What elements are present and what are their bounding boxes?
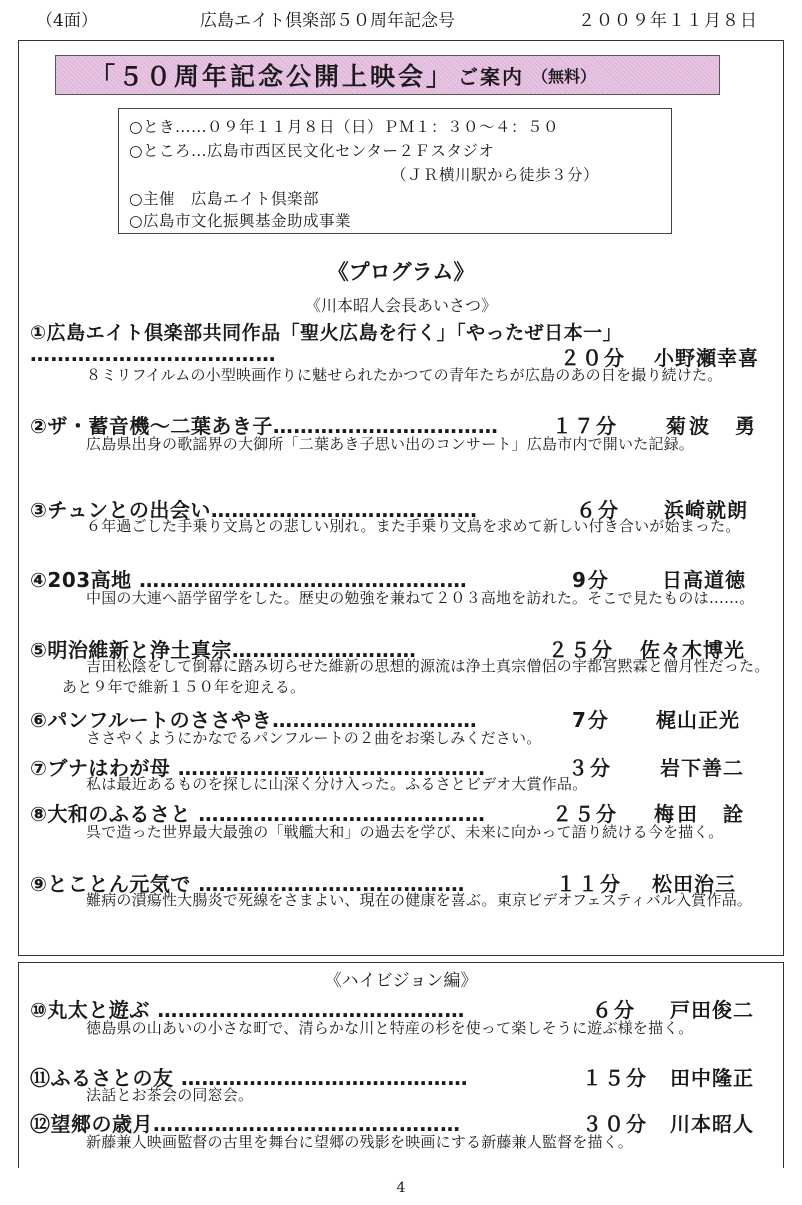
event-time: ○とき……０９年１１月８日（日）ＰＭ１：３０～４：５０ xyxy=(129,118,560,136)
program-author-9: 松田治三 xyxy=(652,872,736,896)
program-author-2: 菊波 勇 xyxy=(666,414,758,438)
program-duration-9: １１分 xyxy=(556,872,622,896)
hivision-author-12: 川本昭人 xyxy=(670,1112,754,1136)
program-duration-5: ２５分 xyxy=(548,638,614,662)
hivision-duration-10: ６分 xyxy=(592,998,636,1022)
event-grant: ○広島市文化振興基金助成事業 xyxy=(129,212,352,230)
hivision-title-12: ⑫望郷の歳月……………………………………… xyxy=(30,1112,461,1136)
program-author-6: 梶山正光 xyxy=(656,708,740,732)
banner-guide: ご案内 xyxy=(458,64,525,89)
hivision-author-10: 戸田俊二 xyxy=(670,998,754,1022)
banner-main: 「５０周年記念公開上映会」 xyxy=(90,62,455,91)
hivision-author-11: 田中隆正 xyxy=(670,1066,754,1090)
page-number: 4 xyxy=(396,1180,406,1196)
program-title-3: ③チュンとの出会い………………………………… xyxy=(30,498,478,522)
program-title-6: ⑥パンフルートのささやき………………………… xyxy=(30,708,478,732)
program-author-3: 浜崎就朗 xyxy=(664,498,748,522)
program-duration-6: 7分 xyxy=(572,708,610,732)
program-title-8: ⑧大和のふるさと …………………………………… xyxy=(30,802,486,826)
program-author-5: 佐々木博光 xyxy=(640,638,745,662)
program-author-7: 岩下善二 xyxy=(660,756,744,780)
program-dots-1: ……………………………… xyxy=(30,342,276,366)
issue-date: ２００９年１１月８日 xyxy=(578,11,758,31)
program-duration-1: ２０分 xyxy=(560,346,626,370)
program-desc-4: 中国の大連へ語学留学をした。歴史の勉強を兼ねて２０３高地を訪れた。そこで見たものは……。 xyxy=(86,589,755,607)
event-organizer: ○主催 広島エイト倶楽部 xyxy=(129,190,320,208)
program-author-1: 小野瀬幸喜 xyxy=(654,346,759,370)
program-title-9: ⑨とことん元気で ………………………………… xyxy=(30,872,465,896)
hivision-title-10: ⑩丸太と遊ぶ ……………………………………… xyxy=(30,998,465,1022)
banner-free: （無料） xyxy=(532,66,597,86)
program-desc-1: ８ミリフイルムの小型映画作りに魅せられたかつての青年たちが広島のあの日を撮り続けた。 xyxy=(86,366,723,384)
page-label: （4面） xyxy=(36,11,98,31)
program-duration-3: ６分 xyxy=(576,498,620,522)
hivision-desc-10: 徳島県の山あいの小さな町で、清らかな川と特産の杉を使って楽しそうに遊ぶ様を描く。 xyxy=(86,1019,694,1037)
program-desc-3: ６年過ごした手乗り文鳥との悲しい別れ。また手乗り文鳥を求めて新しい付き合いが始まった。 xyxy=(86,517,741,535)
program-duration-4: 9分 xyxy=(572,568,610,592)
hivision-desc-11: 法話とお茶会の同窓会。 xyxy=(86,1086,254,1104)
program-desc-9: 難病の潰瘍性大腸炎で死線をさまよい、現在の健康を喜ぶ。東京ビデオフェスティバル入賞作品。 xyxy=(86,891,753,909)
event-access: （ＪＲ横川駅から徒歩３分） xyxy=(391,166,600,184)
hivision-heading: 《ハイビジョン編》 xyxy=(324,971,478,991)
greeting-line: 《川本昭人会長あいさつ》 xyxy=(304,296,497,315)
event-place: ○ところ…広島市西区民文化センター２Ｆスタジオ xyxy=(129,142,495,160)
title-banner xyxy=(55,55,720,95)
program-title-1: ①広島エイト倶楽部共同作品「聖火広島を行く」「やったぜ日本一」 xyxy=(30,322,623,344)
program-duration-8: ２５分 xyxy=(552,802,618,826)
program-heading: 《プログラム》 xyxy=(327,260,475,284)
hivision-duration-11: １５分 xyxy=(582,1066,648,1090)
program-desc-6: ささやくようにかなでるパンフルートの２曲をお楽しみください。 xyxy=(86,729,542,747)
program-title-4: ④203高地 ………………………………………… xyxy=(30,568,468,592)
hivision-desc-12: 新藤兼人映画監督の古里を舞台に望郷の残影を映画にする新藤兼人監督を描く。 xyxy=(86,1133,633,1151)
program-duration-7: ３分 xyxy=(568,756,612,780)
program-author-8: 梅田 詮 xyxy=(654,802,746,826)
hivision-duration-12: ３０分 xyxy=(582,1112,648,1136)
program-desc-7: 私は最近あるものを探しに山深く分け入った。ふるさとビデオ大賞作品。 xyxy=(86,775,588,793)
program-desc-8: 呉で造った世界最大最強の「戦艦大和」の過去を学び、未来に向かって語り続ける今を描く。 xyxy=(86,823,724,841)
program-desc-2: 広島県出身の歌謡界の大御所「二葉あき子思い出のコンサート」広島市内で開いた記録。 xyxy=(86,435,695,453)
hivision-title-11: ⑪ふるさとの友 …………………………………… xyxy=(30,1066,468,1090)
program-author-4: 日高道徳 xyxy=(662,568,746,592)
program-title-2: ②ザ・蓄音機～二葉あき子…………………………… xyxy=(30,414,499,438)
program-desc-5: 吉田松陰をして倒幕に踏み切らせた維新の思想的源流は浄土真宗僧侶の宇都宮黙霖と僧月性だった。あと９年で維新１５０年を迎える。 xyxy=(62,657,770,696)
program-title-5: ⑤明治維新と浄土真宗……………………… xyxy=(30,638,417,662)
program-title-7: ⑦ブナはわが母 ……………………………………… xyxy=(30,756,486,780)
program-duration-2: １７分 xyxy=(552,414,618,438)
event-info-box xyxy=(118,108,672,234)
publication-title: 広島エイト倶楽部５０周年記念号 xyxy=(200,11,455,31)
